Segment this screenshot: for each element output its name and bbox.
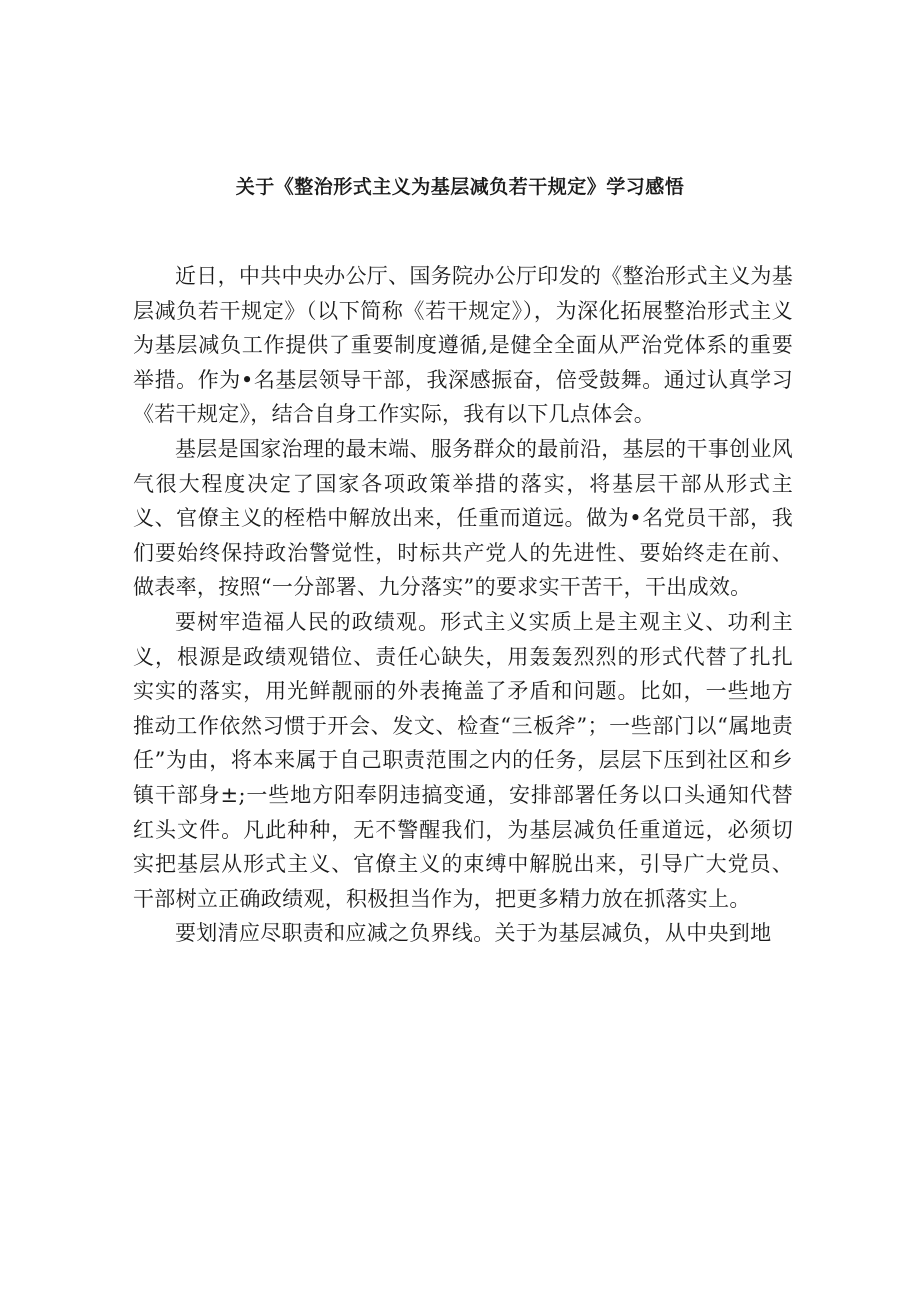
document-body [133,259,793,951]
paragraph-performance-view: 要树牢造福人民的政绩观。形式主义实质上是主观主义、功利主义，根源是政绩观错位、责任心缺失，用轰轰烈烈的形式代替了扎扎实实的落实，用光鲜靓丽的外表掩盖了矛盾和问题。比如，一些地方推动工作依然习惯于开会、发文、检查“三板斧”；一些部门以“属地责任”为由，将本来属于自己职责范围之内的任务，层层下压到社区和乡镇干部身±;一些地方阳奉阴违搞变通，安排部署任务以口头通知代替红头文件。凡此种种，无不警醒我们，为基层减负任重道远，必须切实把基层从形式主义、官僚主义的束缚中解脱出来，引导广大党员、干部树立正确政绩观，积极担当作为，把更多精力放在抓落实上。 [133,609,793,911]
paragraph-responsibility-boundary: 要划清应尽职责和应减之负界线。关于为基层减负，从中央到地 [175,921,772,946]
document-title: 关于《整治形式主义为基层减负若干规定》学习感悟 [235,176,685,198]
paragraph-grassroots: 基层是国家治理的最末端、服务群众的最前沿，基层的干事创业风气很大程度决定了国家各项政策举措的落实，将基层干部从形式主义、官僚主义的桎梏中解放出来，任重而道远。做为•名党员干部，我们要始终保持政治警觉性，时标共产党人的先进性、要始终走在前、做表率，按照“一分部署、九分落实”的要求实干苦干，干出成效。 [133,436,793,600]
paragraph-intro: 近日，中共中央办公厅、国务院办公厅印发的《整治形式主义为基层减负若干规定》（以下简称《若干规定》），为深化拓展整治形式主义为基层减负工作提供了重要制度遵循,是健全全面从严治党体系的重要举措。作为•名基层领导干部，我深感振奋，倍受鼓舞。通过认真学习《若干规定》，结合自身工作实际，我有以下几点体会。 [133,264,793,427]
